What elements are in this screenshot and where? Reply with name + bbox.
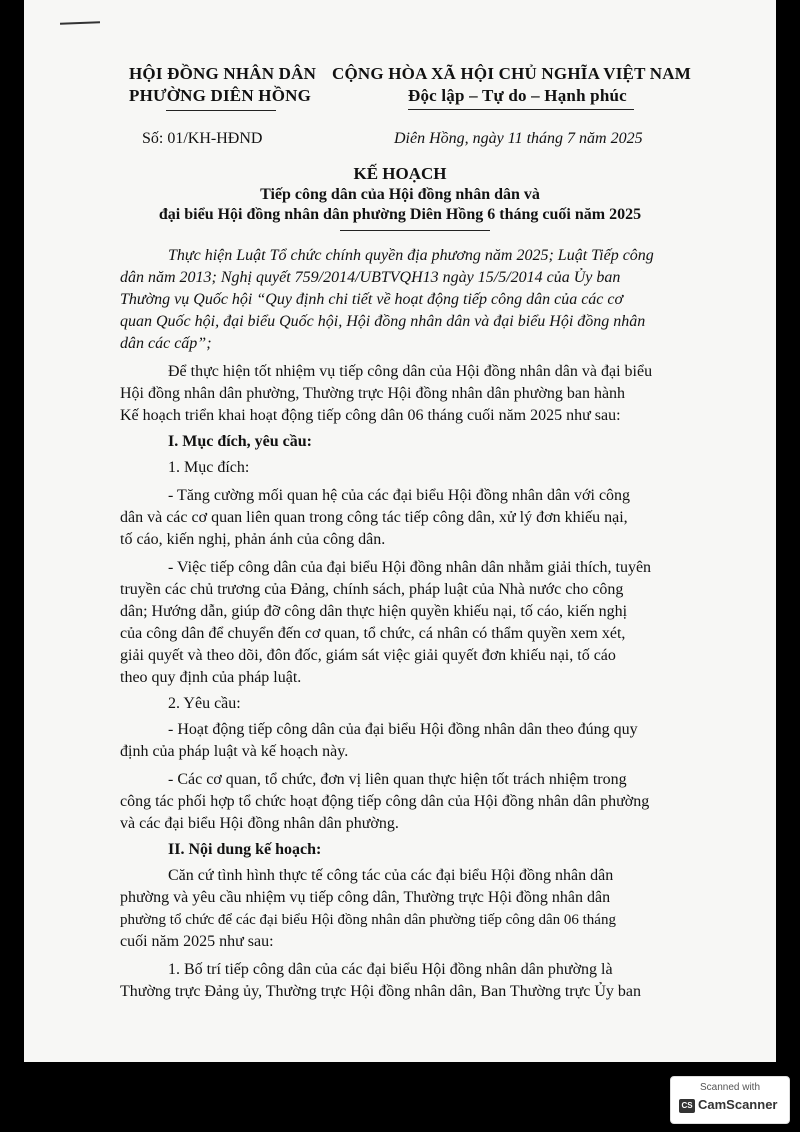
national-title: CỘNG HÒA XÃ HỘI CHỦ NGHĨA VIỆT NAM bbox=[332, 64, 691, 83]
camscanner-logo-icon: CS bbox=[679, 1099, 695, 1113]
body-line: cuối năm 2025 như sau: bbox=[120, 933, 274, 950]
body-line: Thường trực Đảng ủy, Thường trực Hội đồng nhân dân, Ban Thường trực Ủy ban bbox=[120, 983, 642, 1000]
body-line: dân năm 2013; Nghị quyết 759/2014/UBTVQH13 ngày 15/5/2014 của Ủy ban bbox=[120, 269, 621, 286]
body-line: dân và các cơ quan liên quan trong công tác tiếp công dân, xử lý đơn khiếu nại, bbox=[120, 509, 628, 526]
body-line: tố cáo, kiến nghị, phản ánh của công dân. bbox=[120, 531, 386, 548]
body-line: của công dân để chuyển đến cơ quan, tổ chức, cá nhân có thẩm quyền xem xét, bbox=[120, 625, 626, 642]
doc-subtitle-2: đại biểu Hội đồng nhân dân phường Diên Hồng 6 tháng cuối năm 2025 bbox=[158, 206, 642, 223]
subsection-heading: 2. Yêu cầu: bbox=[168, 695, 241, 712]
body-line: 1. Bố trí tiếp công dân của các đại biểu Hội đồng nhân dân phường là bbox=[168, 961, 613, 978]
issuer-underline bbox=[166, 110, 276, 111]
body-line: và các đại biểu Hội đồng nhân dân phường. bbox=[120, 815, 399, 832]
scanned-with-label: Scanned with bbox=[699, 1082, 761, 1093]
camscanner-name: CamScanner bbox=[698, 1097, 778, 1112]
body-line: truyền các chủ trương của Đảng, chính sách, pháp luật của Nhà nước cho công bbox=[120, 581, 624, 598]
body-line: Hội đồng nhân dân phường, Thường trực Hội đồng nhân dân phường ban hành bbox=[120, 385, 626, 402]
issuer-line2: PHƯỜNG DIÊN HỒNG bbox=[129, 86, 312, 105]
body-line: Thực hiện Luật Tổ chức chính quyền địa phương năm 2025; Luật Tiếp công bbox=[168, 247, 654, 264]
body-line: dân; Hướng dẫn, giúp đỡ công dân thực hiện quyền khiếu nại, tố cáo, kiến nghị bbox=[120, 603, 628, 620]
issuer-line1: HỘI ĐỒNG NHÂN DÂN bbox=[129, 64, 317, 83]
section-heading: I. Mục đích, yêu cầu: bbox=[168, 433, 312, 450]
body-line: Thường vụ Quốc hội “Quy định chi tiết về hoạt động tiếp công dân của các cơ bbox=[120, 291, 624, 308]
body-line: giải quyết và theo dõi, đôn đốc, giám sát việc giải quyết đơn khiếu nại, tố cáo bbox=[120, 647, 616, 664]
body-line: Kế hoạch triển khai hoạt động tiếp công dân 06 tháng cuối năm 2025 như sau: bbox=[120, 407, 621, 424]
body-line: - Việc tiếp công dân của đại biểu Hội đồng nhân dân nhằm giải thích, tuyên bbox=[168, 559, 652, 576]
body-line: Để thực hiện tốt nhiệm vụ tiếp công dân của Hội đồng nhân dân và đại biểu bbox=[168, 363, 653, 380]
national-motto: Độc lập – Tự do – Hạnh phúc bbox=[408, 86, 627, 105]
body-line: - Các cơ quan, tổ chức, đơn vị liên quan thực hiện tốt trách nhiệm trong bbox=[168, 771, 627, 788]
body-line: Căn cứ tình hình thực tế công tác của các đại biểu Hội đồng nhân dân bbox=[168, 867, 614, 884]
document-page bbox=[24, 0, 776, 1062]
body-line: theo quy định của pháp luật. bbox=[120, 669, 302, 686]
doc-number: Số: 01/KH-HĐND bbox=[142, 130, 263, 147]
body-line: quan Quốc hội, đại biểu Quốc hội, Hội đồng nhân dân và đại biểu Hội đồng nhân bbox=[120, 313, 646, 330]
doc-subtitle-1: Tiếp công dân của Hội đồng nhân dân và bbox=[260, 186, 540, 203]
scan-mark bbox=[60, 21, 100, 24]
body-line: định của pháp luật và kế hoạch này. bbox=[120, 743, 349, 760]
place-date: Diên Hồng, ngày 11 tháng 7 năm 2025 bbox=[394, 130, 643, 147]
body-line: công tác phối hợp tổ chức hoạt động tiếp công dân của Hội đồng nhân dân phường bbox=[120, 793, 650, 810]
motto-underline bbox=[408, 109, 634, 110]
body-line: phường tổ chức để các đại biểu Hội đồng nhân dân phường tiếp công dân 06 tháng bbox=[120, 912, 616, 928]
section-heading: II. Nội dung kế hoạch: bbox=[168, 841, 322, 858]
body-line: phường và yêu cầu nhiệm vụ tiếp công dân, Thường trực Hội đồng nhân dân bbox=[120, 889, 611, 906]
doc-title: KẾ HOẠCH bbox=[353, 164, 447, 183]
body-line: dân các cấp”; bbox=[120, 335, 212, 352]
subsection-heading: 1. Mục đích: bbox=[168, 459, 250, 476]
body-line: - Tăng cường mối quan hệ của các đại biểu Hội đồng nhân dân với công bbox=[168, 487, 631, 504]
camscanner-badge bbox=[670, 1076, 790, 1124]
body-line: - Hoạt động tiếp công dân của đại biểu Hội đồng nhân dân theo đúng quy bbox=[168, 721, 638, 738]
title-underline bbox=[340, 230, 490, 231]
